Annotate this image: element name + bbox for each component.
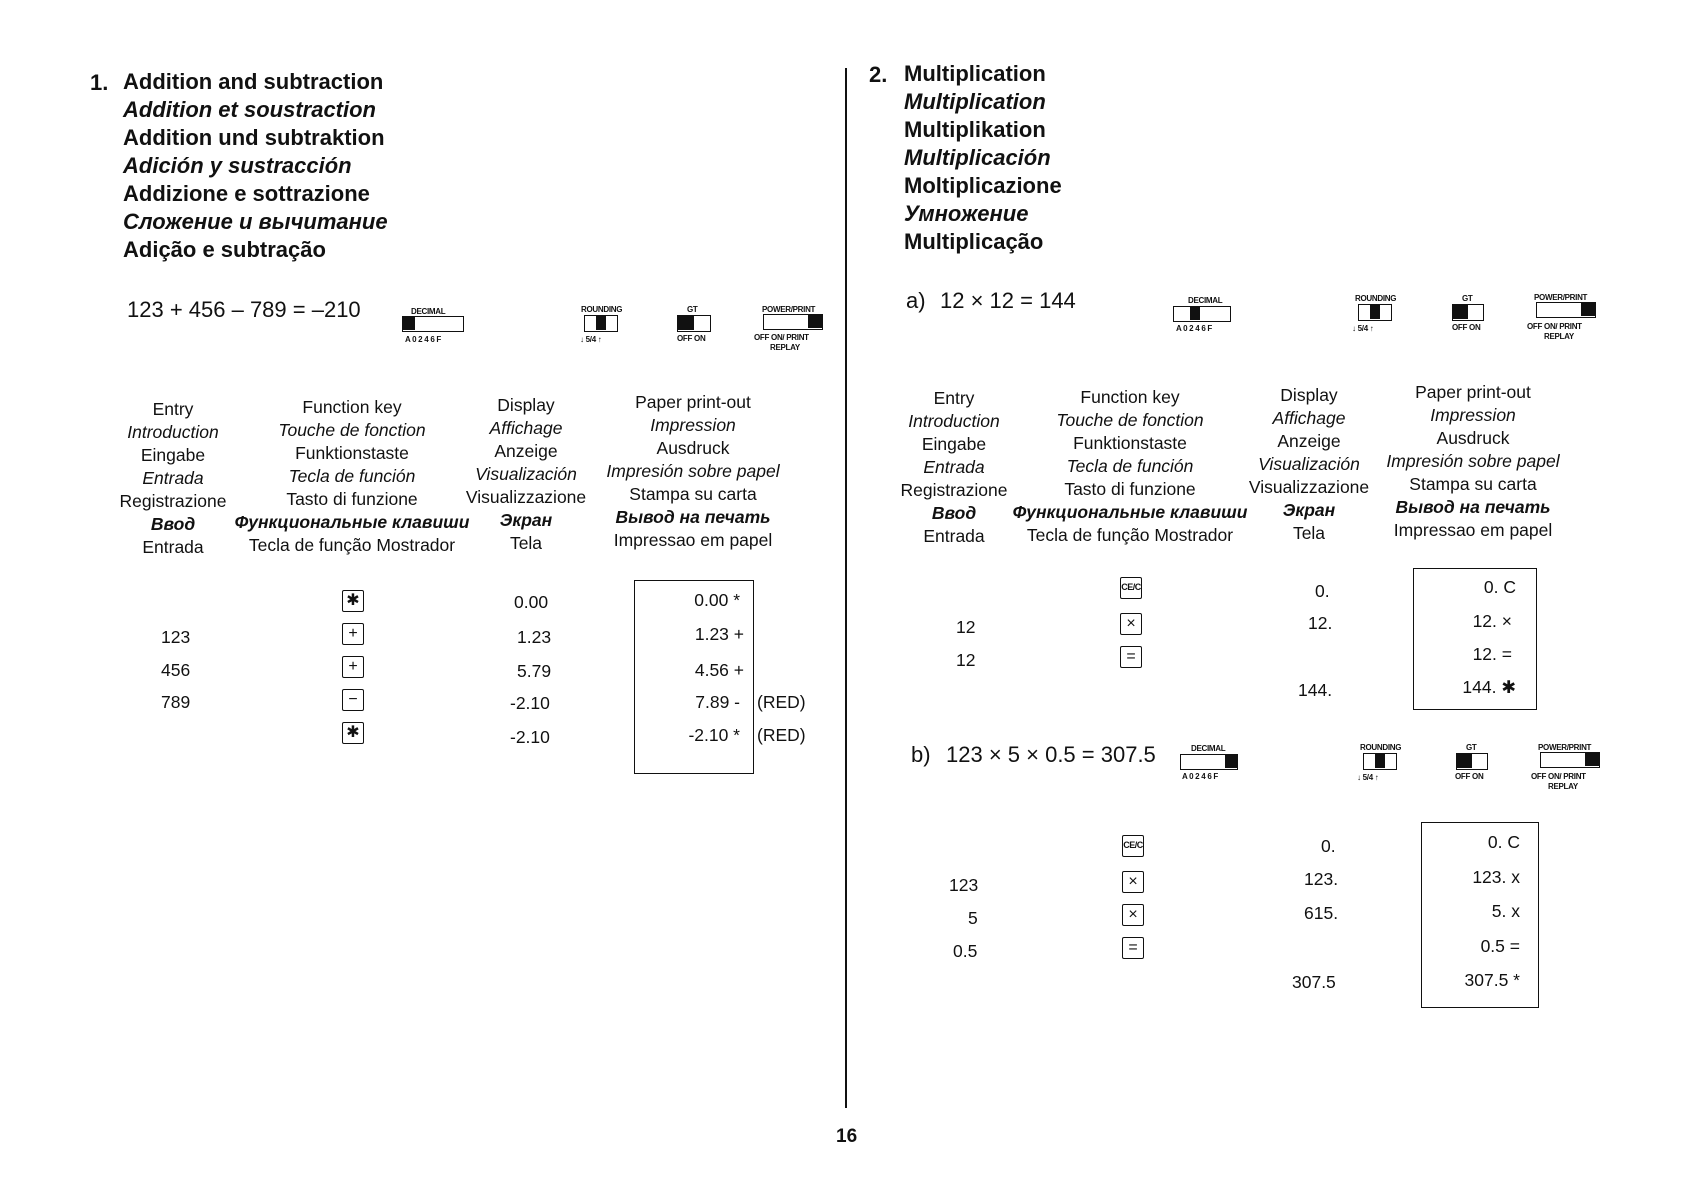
s1-entry-h-es: Entrada: [142, 468, 204, 488]
asterisk-key[interactable]: ✱: [342, 590, 364, 612]
clear-entry-key[interactable]: CE/C: [1120, 577, 1142, 599]
s2b-entry-value: 0.5: [953, 941, 978, 961]
section1-title-en: Addition and subtraction: [123, 69, 384, 94]
s1-entry-h-de: Eingabe: [140, 445, 206, 465]
decimal-switch-label: DECIMAL: [1188, 296, 1223, 305]
s2-fk-h-pt: Tecla de função Mostrador: [1026, 525, 1234, 545]
rounding-switch-label: ROUNDING: [1360, 743, 1402, 752]
s1-paper-h-ru: Вывод на печать: [615, 507, 771, 527]
minus-key[interactable]: −: [342, 689, 364, 711]
page-number: 16: [836, 1126, 858, 1147]
decimal-switch: [1173, 306, 1231, 322]
s2b-print-value: 123. x: [1472, 867, 1520, 887]
s2a-display-value: 0.: [1315, 581, 1330, 601]
s2b-print-value: 307.5 *: [1464, 970, 1520, 990]
s2-paper-h-it: Stampa su carta: [1409, 474, 1537, 494]
power-scale: OFF ON/ PRINT: [754, 333, 809, 342]
plus-key[interactable]: +: [342, 623, 364, 645]
gt-switch: [677, 315, 711, 332]
s2-disp-h-pt: Tela: [1292, 523, 1326, 543]
example-b-equation: 123 × 5 × 0.5 = 307.5: [946, 742, 1156, 767]
s1-display-value: 0.00: [514, 592, 549, 612]
s1-entry-h-it: Registrazione: [119, 491, 227, 511]
decimal-scale: A 0 2 4 6 F: [1176, 324, 1212, 333]
section2-title-fr: Multiplication: [904, 89, 1046, 114]
s1-red-note: (RED): [757, 725, 806, 745]
s2b-display-value: 0.: [1321, 836, 1336, 856]
power-switch: [1536, 302, 1596, 318]
power-switch: [1540, 752, 1600, 768]
rounding-scale: ↓ 5/4 ↑: [1357, 773, 1379, 782]
decimal-switch: [1180, 754, 1238, 770]
s1-display-value: 1.23: [517, 627, 552, 647]
rounding-switch: [1363, 753, 1397, 770]
s2b-print-value: 0. C: [1487, 832, 1520, 852]
decimal-scale: A 0 2 4 6 F: [1182, 772, 1218, 781]
s2b-display-value: 615.: [1304, 903, 1339, 923]
s1-paper-h-it: Stampa su carta: [629, 484, 757, 504]
s2a-print-value: 0. C: [1483, 577, 1516, 597]
s2-paper-header: [1378, 381, 1568, 542]
s1-entry-header: [108, 398, 238, 559]
section1-number: 1.: [90, 70, 109, 95]
s1-paper-h-fr: Impression: [650, 415, 736, 435]
example-a-equation: 12 × 12 = 144: [940, 288, 1076, 313]
s2-fk-h-en: Function key: [1080, 387, 1180, 407]
s2-disp-h-it: Visualizzazione: [1248, 477, 1370, 497]
s2-paper-h-pt: Impressao em papel: [1393, 520, 1553, 540]
s2-entry-h-it: Registrazione: [900, 480, 1008, 500]
s1-entry-h-fr: Introduction: [127, 422, 219, 442]
s2-paper-h-de: Ausdruck: [1436, 428, 1510, 448]
multiply-key[interactable]: ×: [1120, 613, 1142, 635]
s1-print-value: 0.00 *: [694, 590, 740, 610]
s1-disp-h-pt: Tela: [509, 533, 543, 553]
decimal-scale: A 0 2 4 6 F: [405, 335, 441, 344]
s1-function-key-header: [232, 396, 472, 557]
s2b-display-value: 123.: [1304, 869, 1339, 889]
section2-title-pt: Multiplicação: [904, 229, 1044, 254]
s2-fk-h-de: Funktionstaste: [1073, 433, 1187, 453]
section2-number: 2.: [869, 62, 888, 87]
power-switch: [763, 314, 823, 330]
s2b-entry-value: 5: [968, 908, 978, 928]
s1-paper-header: [600, 391, 786, 552]
s2-entry-h-es: Entrada: [923, 457, 985, 477]
section2-titles: [904, 60, 1062, 256]
s1-fk-h-de: Funktionstaste: [295, 443, 409, 463]
power-switch-label: POWER/PRINT: [762, 305, 816, 314]
example-b-label: b): [911, 742, 931, 767]
s2b-print-value: 0.5 =: [1480, 936, 1520, 956]
s1-print-value: 4.56 +: [694, 660, 744, 680]
multiply-key[interactable]: ×: [1122, 904, 1144, 926]
s1-entry-h-ru: Ввод: [150, 514, 196, 534]
s2-entry-h-ru: Ввод: [931, 503, 977, 523]
s1-display-header: [462, 394, 590, 555]
rounding-switch-label: ROUNDING: [1355, 294, 1397, 303]
s1-fk-h-es: Tecla de función: [288, 466, 416, 486]
decimal-switch-label: DECIMAL: [1191, 744, 1226, 753]
s2-fk-h-ru: Функциональные клавиши: [1012, 502, 1248, 522]
s2-entry-h-de: Eingabe: [921, 434, 987, 454]
gt-scale: OFF ON: [1455, 772, 1484, 781]
multiply-key[interactable]: ×: [1122, 871, 1144, 893]
s2a-entry-value: 12: [956, 617, 976, 637]
equals-key[interactable]: =: [1120, 646, 1142, 668]
section1-equation: 123 + 456 – 789 = –210: [127, 297, 361, 322]
s1-entry-value: 123: [161, 627, 191, 647]
gt-switch: [1456, 753, 1488, 770]
s1-print-value: -2.10 *: [688, 725, 740, 745]
gt-switch: [1452, 304, 1484, 321]
s1-entry-value: 456: [161, 660, 191, 680]
s2-paper-h-en: Paper print-out: [1415, 382, 1531, 402]
rounding-scale: ↓ 5/4 ↑: [1352, 324, 1374, 333]
s1-disp-h-ru: Экран: [499, 510, 553, 530]
s1-display-value: 5.79: [517, 661, 552, 681]
power-scale: OFF ON/ PRINT: [1531, 772, 1586, 781]
s2-paper-h-fr: Impression: [1430, 405, 1516, 425]
s2a-display-value: 12.: [1308, 613, 1333, 633]
s1-disp-h-it: Visualizzazione: [465, 487, 587, 507]
s1-fk-h-fr: Touche de fonction: [278, 420, 426, 440]
s2b-display-value: 307.5: [1292, 972, 1336, 992]
rounding-scale: ↓ 5/4 ↑: [580, 335, 602, 344]
clear-entry-key[interactable]: CE/C: [1122, 835, 1144, 857]
s1-entry-value: 789: [161, 692, 191, 712]
s1-fk-h-ru: Функциональные клавиши: [234, 512, 470, 532]
s2-entry-h-en: Entry: [933, 388, 975, 408]
s2-entry-header: [888, 387, 1020, 548]
rounding-switch-label: ROUNDING: [581, 305, 623, 314]
s1-display-value: -2.10: [510, 693, 550, 713]
section2-title-en: Multiplication: [904, 61, 1046, 86]
s1-display-value: -2.10: [510, 727, 550, 747]
page-divider: [845, 68, 847, 1108]
s1-entry-h-en: Entry: [152, 399, 194, 419]
s2-paper-h-es: Impresión sobre papel: [1386, 451, 1560, 471]
s2-function-key-header: [1010, 386, 1250, 547]
gt-scale: OFF ON: [677, 334, 706, 343]
s1-red-note: (RED): [757, 692, 806, 712]
section1-titles: [123, 68, 388, 264]
section2-title-it: Moltiplicazione: [904, 173, 1062, 198]
s2-fk-h-es: Tecla de función: [1066, 456, 1194, 476]
s2a-print-value: 144. ✱: [1462, 677, 1516, 697]
s2-disp-h-en: Display: [1280, 385, 1338, 405]
section2-title-ru: Умножение: [904, 201, 1029, 226]
section1-title-es: Adición y sustracción: [123, 153, 352, 178]
s1-entry-h-pt: Entrada: [142, 537, 204, 557]
s2b-print-value: 5. x: [1491, 901, 1520, 921]
gt-switch-label: GT: [1466, 743, 1477, 752]
rounding-switch: [584, 315, 618, 332]
section1-title-fr: Addition et soustraction: [123, 97, 376, 122]
s1-paper-h-pt: Impressao em papel: [613, 530, 773, 550]
s2a-print-value: 12. =: [1472, 644, 1512, 664]
decimal-switch-label: DECIMAL: [411, 307, 446, 316]
s1-print-value: 1.23 +: [694, 624, 744, 644]
s2-fk-h-fr: Touche de fonction: [1056, 410, 1204, 430]
s2-disp-h-ru: Экран: [1282, 500, 1336, 520]
s2-paper-h-ru: Вывод на печать: [1395, 497, 1551, 517]
section1-title-pt: Adição e subtração: [123, 237, 326, 262]
asterisk-key[interactable]: ✱: [342, 722, 364, 744]
section1-title-de: Addition und subtraktion: [123, 125, 385, 150]
s2-fk-h-it: Tasto di funzione: [1064, 479, 1196, 499]
s1-print-value: 7.89 -: [695, 692, 740, 712]
gt-switch-label: GT: [1462, 294, 1473, 303]
s1-disp-h-es: Visualización: [475, 464, 577, 484]
s2a-display-value: 144.: [1298, 680, 1333, 700]
s2b-entry-value: 123: [949, 875, 979, 895]
s1-fk-h-it: Tasto di funzione: [286, 489, 418, 509]
s2-disp-h-fr: Affichage: [1272, 408, 1346, 428]
power-replay: REPLAY: [1544, 332, 1574, 341]
power-switch-label: POWER/PRINT: [1534, 293, 1588, 302]
s1-paper-h-en: Paper print-out: [635, 392, 751, 412]
section2-title-es: Multiplicación: [904, 145, 1051, 170]
section1-title-it: Addizione e sottrazione: [123, 181, 370, 206]
power-replay: REPLAY: [1548, 782, 1578, 791]
s2-disp-h-de: Anzeige: [1277, 431, 1341, 451]
power-scale: OFF ON/ PRINT: [1527, 322, 1582, 331]
power-replay: REPLAY: [770, 343, 800, 352]
plus-key[interactable]: +: [342, 656, 364, 678]
s1-paper-h-de: Ausdruck: [656, 438, 730, 458]
decimal-switch: [402, 316, 464, 332]
s1-disp-h-fr: Affichage: [489, 418, 563, 438]
gt-scale: OFF ON: [1452, 323, 1481, 332]
section1-title-ru: Сложение и вычитание: [123, 209, 388, 234]
s2-entry-h-fr: Introduction: [908, 411, 1000, 431]
equals-key[interactable]: =: [1122, 937, 1144, 959]
rounding-switch: [1358, 304, 1392, 321]
s2a-entry-value: 12: [956, 650, 976, 670]
s2a-print-value: 12. ×: [1472, 611, 1512, 631]
section2-title-de: Multiplikation: [904, 117, 1046, 142]
s1-disp-h-de: Anzeige: [494, 441, 558, 461]
gt-switch-label: GT: [687, 305, 698, 314]
s1-fk-h-en: Function key: [302, 397, 402, 417]
s2-entry-h-pt: Entrada: [923, 526, 985, 546]
power-switch-label: POWER/PRINT: [1538, 743, 1592, 752]
s1-disp-h-en: Display: [497, 395, 555, 415]
s2-disp-h-es: Visualización: [1258, 454, 1360, 474]
example-a-label: a): [906, 288, 926, 313]
s1-fk-h-pt: Tecla de função Mostrador: [248, 535, 456, 555]
s1-paper-h-es: Impresión sobre papel: [606, 461, 780, 481]
s2-display-header: [1244, 384, 1374, 545]
